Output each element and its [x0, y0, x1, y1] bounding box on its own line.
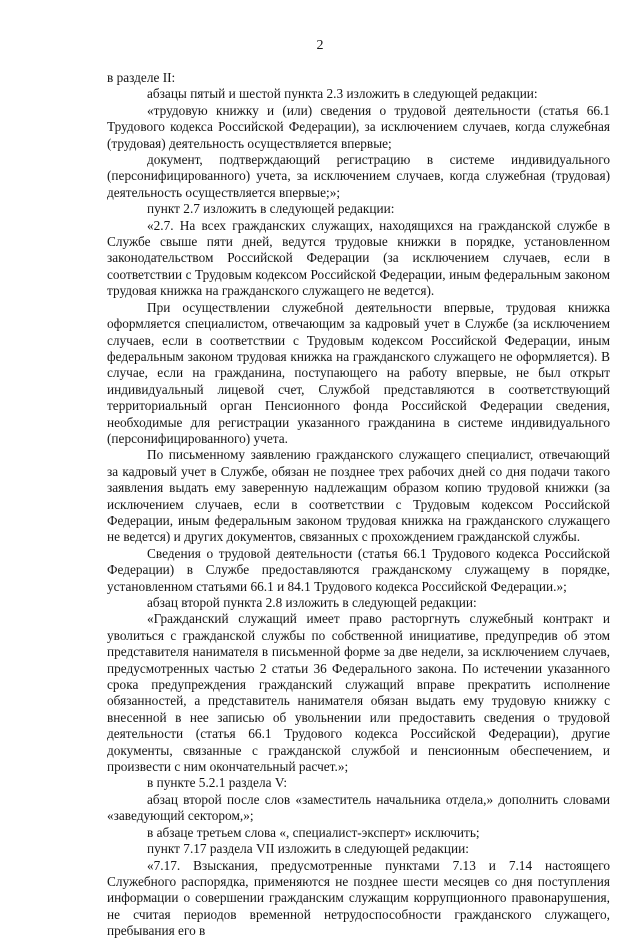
paragraph: «2.7. На всех гражданских служащих, находящихся на гражданской службе в Службе свыше пяти дней, ведутся трудовые книжки в порядке, установленном законодательством Российской Федерации (за исключением случаев, если в соответствии с Трудовым кодексом Российской Федерации, иным федеральным законом трудовая книжка на гражданского служащего не ведется). [107, 217, 610, 299]
paragraph: в пункте 5.2.1 раздела V: [147, 775, 288, 791]
paragraph: «7.17. Взыскания, предусмотренные пунктами 7.13 и 7.14 настоящего Служебного распорядка, применяются не позднее шести месяцев со дня поступления информации о совершении гражданским служащим коррупционного правонарушения, не считая периодов временной нетрудоспособности гражданского служащего, пребывания его в [107, 857, 610, 939]
paragraph: абзацы пятый и шестой пункта 2.3 изложить в следующей редакции: [147, 86, 538, 102]
paragraph: «Гражданский служащий имеет право расторгнуть служебный контракт и уволиться с гражданской службы по собственной инициативе, предупредив об этом представителя нанимателя в письменной форме за две недели, за исключением случаев, предусмотренных частью 2 статьи 36 Федерального закона. По истечении указанного срока предупреждения гражданский служащий вправе прекратить исполнение обязанностей, а представитель нанимателя обязан выдать ему трудовую книжку с внесенной в нее записью об увольнении или предоставить сведения о трудовой деятельности (статья 66.1 Трудового кодекса Российской Федерации), другие документы, связанные с гражданской службой и пенсионным обеспечением, и произвести с ним окончательный расчет.»; [107, 611, 610, 775]
document-body [107, 70, 610, 940]
paragraph: пункт 7.17 раздела VII изложить в следующей редакции: [147, 841, 469, 857]
paragraph: Сведения о трудовой деятельности (статья 66.1 Трудового кодекса Российской Федерации) в Службе предоставляются гражданскому служащему в порядке, установленном статьями 66.1 и 84.1 Трудового кодекса Российской Федерации.»; [107, 545, 610, 594]
section-heading: в разделе II: [107, 70, 176, 85]
paragraph: пункт 2.7 изложить в следующей редакции: [147, 201, 395, 217]
paragraph: документ, подтверждающий регистрацию в системе индивидуального (персонифицированного) учета, за исключением случаев, когда служебная (трудовая) деятельность осуществляется впервые;»; [107, 152, 610, 200]
paragraph: По письменному заявлению гражданского служащего специалист, отвечающий за кадровый учет в Службе, обязан не позднее трех рабочих дней со дня подачи такого заявления выдать ему заверенную надлежащим образом копию трудовой книжки (за исключением случаев, если в соответствии с Трудовым кодексом Российской Федерации, иным федеральным законом трудовая книжка на гражданского служащего не ведется) и других документов, связанных с прохождением гражданской службы. [107, 447, 610, 545]
paragraph: в абзаце третьем слова «, специалист-эксперт» исключить; [147, 824, 480, 840]
paragraph: При осуществлении служебной деятельности впервые, трудовая книжка оформляется специалистом, отвечающим за кадровый учет в Службе (за исключением случаев, если в соответствии с Трудовым кодексом Российской Федерации, иным федеральным законом трудовая книжка на гражданского служащего не оформляется). В случае, если на гражданина, поступающего на работу впервые, не был открыт индивидуальный лицевой счет, Службой представляются в соответствующий территориальный орган Пенсионного фонда Российской Федерации сведения, необходимые для регистрации указанного гражданина в системе индивидуального (персонифицированного) учета. [107, 299, 610, 446]
paragraph: абзац второй пункта 2.8 изложить в следующей редакции: [147, 595, 477, 610]
paragraph: «трудовую книжку и (или) сведения о трудовой деятельности (статья 66.1 Трудового кодекса Российской Федерации), за исключением случаев, когда служебная (трудовая) деятельность осуществляется впервые; [107, 102, 610, 151]
page-number: 2 [316, 38, 324, 53]
paragraph: абзац второй после слов «заместитель начальника отдела,» дополнить словами «заведующий сектором,»; [107, 791, 610, 824]
